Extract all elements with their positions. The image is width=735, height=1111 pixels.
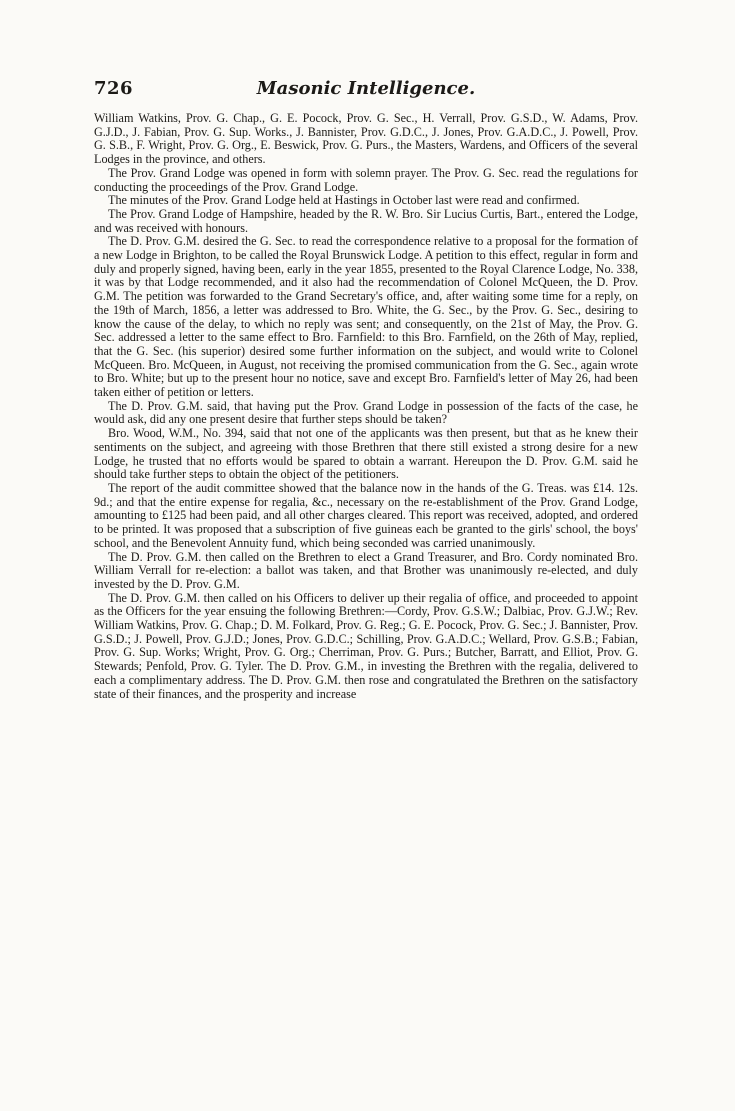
paragraph-audit: The report of the audit committee showed that the balance now in the hands of the G. Treas. was £14. 12s. 9d.; and that the entire expense for regalia, &c., necessary on the re-establishment of the Prov. Grand Lodge, amounting to £125 had been paid, and all other charges cleared. This report was received, adopted, and ordered to be printed. It was proposed that a subscription of five guineas each be granted to the girls' school, the boys' school, and the Benevolent Annuity fund, which being seconded was carried unanimously. xyxy=(94,480,638,550)
paragraph-officers: The D. Prov. G.M. then called on his Officers to deliver up their regalia of office, and proceeded to appoint as the Officers for the year ensuing the following Brethren:—Cordy, Prov. G.S.W.; Dalbiac, Prov. G.J.W.; Rev. William Watkins, Prov. G. Chap.; D. M. Folkard, Prov. G. Reg.; G. E. Pocock, Prov. G. Sec.; J. Bannister, Prov. G.S.D.; J. Powell, Prov. G.J.D.; Jones, Prov. G.D.C.; Schilling, Prov. G.A.D.C.; Wellard, Prov. G.S.B.; Fabian, Prov. G. Sup. Works; Wright, Prov. G. Org.; Cherriman, Prov. G. Purs.; Butcher, Barratt, and Elliot, Prov. G. Stewards; Penfold, Prov. G. Tyler. The D. Prov. G.M., in investing the Brethren with the regalia, delivered to each a complimentary address. The D. Prov. G.M. then rose and congratulated the Brethren on the satisfactory state of their finances, and the prosperity and increase xyxy=(94,590,638,701)
paragraph-treasurer: The D. Prov. G.M. then called on the Brethren to elect a Grand Treasurer, and Bro. Cordy nominated Bro. William Verrall for re-election: a ballot was taken, and that Brother was unanimously re-elected, and duly invested by the D. Prov. G.M. xyxy=(94,549,638,591)
body-text xyxy=(94,112,638,701)
paragraph-attendees: William Watkins, Prov. G. Chap., G. E. Pocock, Prov. G. Sec., H. Verrall, Prov. G.S.D., W. Adams, Prov. G.J.D., J. Fabian, Prov. G. Sup. Works., J. Bannister, Prov. G.D.C., J. Jones, Prov. G.A.D.C., J. Powell, Prov. G. S.B., F. Wright, Prov. G. Org., E. Beswick, Prov. G. Purs., the Masters, Wardens, and Officers of the several Lodges in the province, and others. xyxy=(94,111,638,167)
paragraph-correspondence: The D. Prov. G.M. desired the G. Sec. to read the correspondence relative to a proposal for the formation of a new Lodge in Brighton, to be called the Royal Brunswick Lodge. A petition to this effect, regular in form and duly and properly signed, having been, early in the year 1855, presented to the Royal Clarence Lodge, No. 338, it was by that Lodge recommended, and it also had the recommendation of Colonel McQueen, the D. Prov. G.M. The petition was forwarded to the Grand Secretary's office, and, after waiting some time for a reply, on the 19th of March, 1856, a letter was addressed to Bro. White, the G. Sec., by the Prov. G. Sec., desiring to know the cause of the delay, to which no reply was sent; and consequently, on the 21st of May, the Prov. G. Sec. addressed a letter to the same effect to Bro. Farnfield: to this Bro. Farnfield, on the 26th of May, replied, that the G. Sec. (his superior) desired some further information on the subject, and would write to Colonel McQueen. Bro. McQueen, in August, not receiving the promised communication from the G. Sec., again wrote to Bro. White; but up to the present hour no notice, save and except Bro. Farnfield's letter of May 26, had been taken either of petition or letters. xyxy=(94,234,638,400)
running-title: Masonic Intelligence. xyxy=(256,78,476,99)
page-number: 726 xyxy=(94,78,134,99)
page-header xyxy=(94,78,638,102)
paragraph-bro-wood: Bro. Wood, W.M., No. 394, said that not one of the applicants was then present, but that as he knew their sentiments on the subject, and agreeing with those Brethren that there still existed a strong desire for a new Lodge, he trusted that no efforts would be spared to obtain a warrant. Hereupon the D. Prov. G.M. said he should take further steps to obtain the object of the petitioners. xyxy=(94,426,638,482)
paragraph-minutes: The minutes of the Prov. Grand Lodge held at Hastings in October last were read and confirmed. xyxy=(108,193,580,208)
paragraph-hampshire: The Prov. Grand Lodge of Hampshire, headed by the R. W. Bro. Sir Lucius Curtis, Bart., entered the Lodge, and was received with honours. xyxy=(94,206,638,235)
paragraph-further-steps: The D. Prov. G.M. said, that having put the Prov. Grand Lodge in possession of the facts of the case, he would ask, did any one present desire that further steps should be taken? xyxy=(94,398,638,427)
paragraph-opening: The Prov. Grand Lodge was opened in form with solemn prayer. The Prov. G. Sec. read the regulations for conducting the proceedings of the Prov. Grand Lodge. xyxy=(94,165,638,194)
